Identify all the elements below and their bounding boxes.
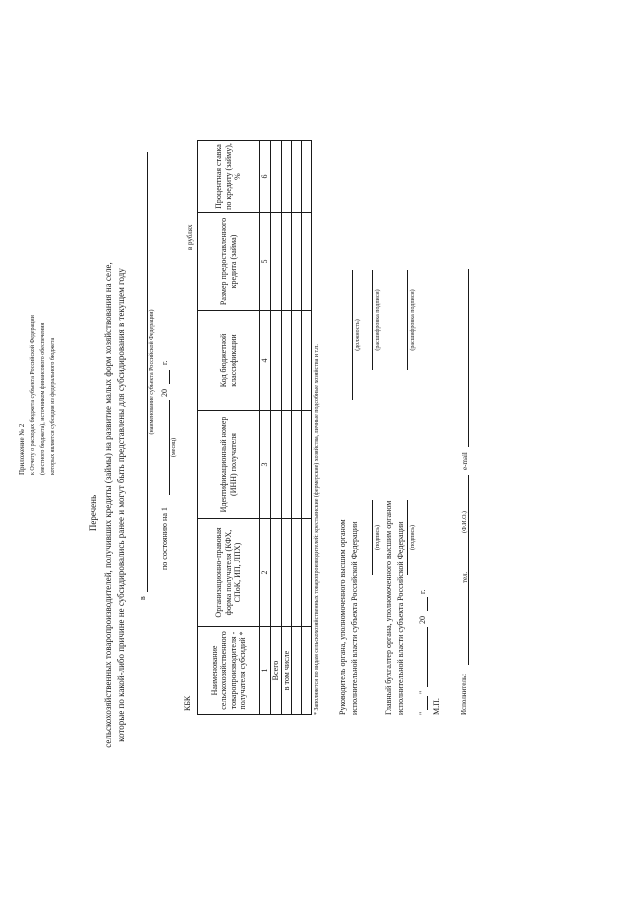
column-number: 6 bbox=[260, 141, 271, 213]
table-cell: в том числе bbox=[281, 627, 292, 715]
table-header-cell: Код бюджетной классификации bbox=[198, 311, 260, 411]
column-number: 2 bbox=[260, 519, 271, 627]
region-caption: (наименование субъекта Российской Федерации) bbox=[149, 309, 155, 435]
table-cell bbox=[271, 519, 282, 627]
phone-label: тел. bbox=[461, 571, 469, 583]
table-row bbox=[292, 141, 302, 715]
date-year-suffix: г. bbox=[418, 589, 427, 594]
table-cell bbox=[302, 519, 312, 627]
position-line bbox=[352, 270, 353, 400]
region-line bbox=[147, 152, 148, 592]
stamp-label: М.П. bbox=[432, 698, 441, 715]
date-quote-open: " bbox=[418, 711, 427, 715]
data-table bbox=[197, 140, 312, 715]
table-cell: Всего bbox=[271, 627, 282, 715]
appendix-title: Приложение № 2 bbox=[18, 423, 26, 475]
position-caption: (должность) bbox=[355, 319, 361, 351]
accountant-signature-line bbox=[407, 500, 408, 575]
phone-line bbox=[468, 475, 469, 567]
accountant-decoding-caption: (расшифровка подписи) bbox=[410, 289, 416, 351]
accountant-signature-caption: (подпись) bbox=[410, 525, 416, 550]
accountant-title-line: исполнительной власти субъекта Российской Федерации bbox=[396, 521, 405, 715]
head-title-line: Руководитель органа, уполномоченного высшим органом bbox=[338, 519, 347, 715]
date-year-line bbox=[427, 597, 428, 611]
date-prefix: по состоянию на 1 bbox=[160, 507, 169, 570]
email-label: e-mail bbox=[461, 452, 469, 470]
table-row bbox=[271, 141, 282, 715]
table-cell bbox=[302, 311, 312, 411]
appendix-line: (местного бюджета), источником финансового обеспечения bbox=[40, 322, 46, 475]
table-cell bbox=[281, 411, 292, 519]
table-header-cell: Процентная ставка по кредиту (займу), % bbox=[198, 141, 260, 213]
date-month-line bbox=[427, 627, 428, 687]
head-title-line: исполнительной власти субъекта Российской Федерации bbox=[350, 521, 359, 715]
appendix-line: которых является субсидия из федерального бюджета bbox=[50, 337, 56, 475]
table-row bbox=[302, 141, 312, 715]
year-suffix: г. bbox=[160, 360, 169, 365]
date-day-line bbox=[427, 696, 428, 710]
table-cell bbox=[271, 311, 282, 411]
date-quote-close: " bbox=[418, 690, 427, 694]
executor-label: Исполнитель: bbox=[460, 673, 468, 715]
fio-caption: (Ф.И.О.) bbox=[462, 511, 468, 533]
table-cell bbox=[271, 411, 282, 519]
head-signature-line bbox=[372, 500, 373, 575]
year-prefix: 20 bbox=[160, 389, 169, 397]
table-cell bbox=[292, 213, 302, 311]
table-cell bbox=[281, 519, 292, 627]
column-number: 5 bbox=[260, 213, 271, 311]
table-cell bbox=[302, 627, 312, 715]
table-cell bbox=[292, 311, 302, 411]
units-label: в рублях bbox=[186, 224, 194, 250]
kbk-label: КБК bbox=[183, 695, 192, 711]
appendix-line: к Отчету о расходах бюджета субъекта Российской Федерации bbox=[30, 315, 36, 475]
table-cell bbox=[302, 411, 312, 519]
document-title: Перечень bbox=[88, 494, 98, 532]
table-header-cell: Наименование сельскохозяйственного товаропроизводителя - получателя субсидий * bbox=[198, 627, 260, 715]
document-subtitle-line: сельскохозяйственных товаропроизводителей, получивших кредиты (займы) на развитие малых форм хозяйствования на селе, bbox=[103, 262, 113, 748]
month-caption: (месяц) bbox=[171, 437, 177, 458]
month-line bbox=[169, 400, 170, 495]
document-subtitle-line: которые по какой-либо причине не субсидировались ранее и могут быть представлены для субсидирования в текущем году bbox=[116, 268, 126, 742]
table-number-row bbox=[260, 141, 271, 715]
column-number: 1 bbox=[260, 627, 271, 715]
table-cell bbox=[292, 411, 302, 519]
table-header-row bbox=[198, 141, 260, 715]
accountant-title-line: Главный бухгалтер органа, уполномоченного высшим органом bbox=[384, 500, 393, 715]
table-header-cell: Идентификационный номер (ИНН) получателя bbox=[198, 411, 260, 519]
table-cell bbox=[302, 213, 312, 311]
table-header-cell: Организационно-правовая форма получателя (КФХ, СПоК, ИП, ЛПХ) bbox=[198, 519, 260, 627]
email-line bbox=[468, 269, 469, 447]
table-cell bbox=[271, 213, 282, 311]
table-cell bbox=[292, 627, 302, 715]
head-decoding-line bbox=[372, 270, 373, 370]
table-cell bbox=[271, 141, 282, 213]
table-cell bbox=[292, 519, 302, 627]
table-cell bbox=[302, 141, 312, 213]
date-year-prefix: 20 bbox=[418, 616, 427, 624]
table-row bbox=[281, 141, 292, 715]
table-cell bbox=[281, 311, 292, 411]
year-line bbox=[169, 370, 170, 384]
head-signature-caption: (подпись) bbox=[375, 525, 381, 550]
table-header-cell: Размер предоставленного кредита (займа) bbox=[198, 213, 260, 311]
column-number: 3 bbox=[260, 411, 271, 519]
in-prefix: в bbox=[138, 596, 147, 600]
head-decoding-caption: (расшифровка подписи) bbox=[375, 289, 381, 351]
accountant-decoding-line bbox=[407, 270, 408, 370]
table-cell bbox=[281, 213, 292, 311]
table-cell bbox=[281, 141, 292, 213]
footnote: * Заполняется по видам сельскохозяйственных товаропроизводителей: крестьянские (фермерские) хозяйства, личные подсобные хозяйства и т.п. bbox=[314, 344, 320, 715]
table-cell bbox=[292, 141, 302, 213]
column-number: 4 bbox=[260, 311, 271, 411]
